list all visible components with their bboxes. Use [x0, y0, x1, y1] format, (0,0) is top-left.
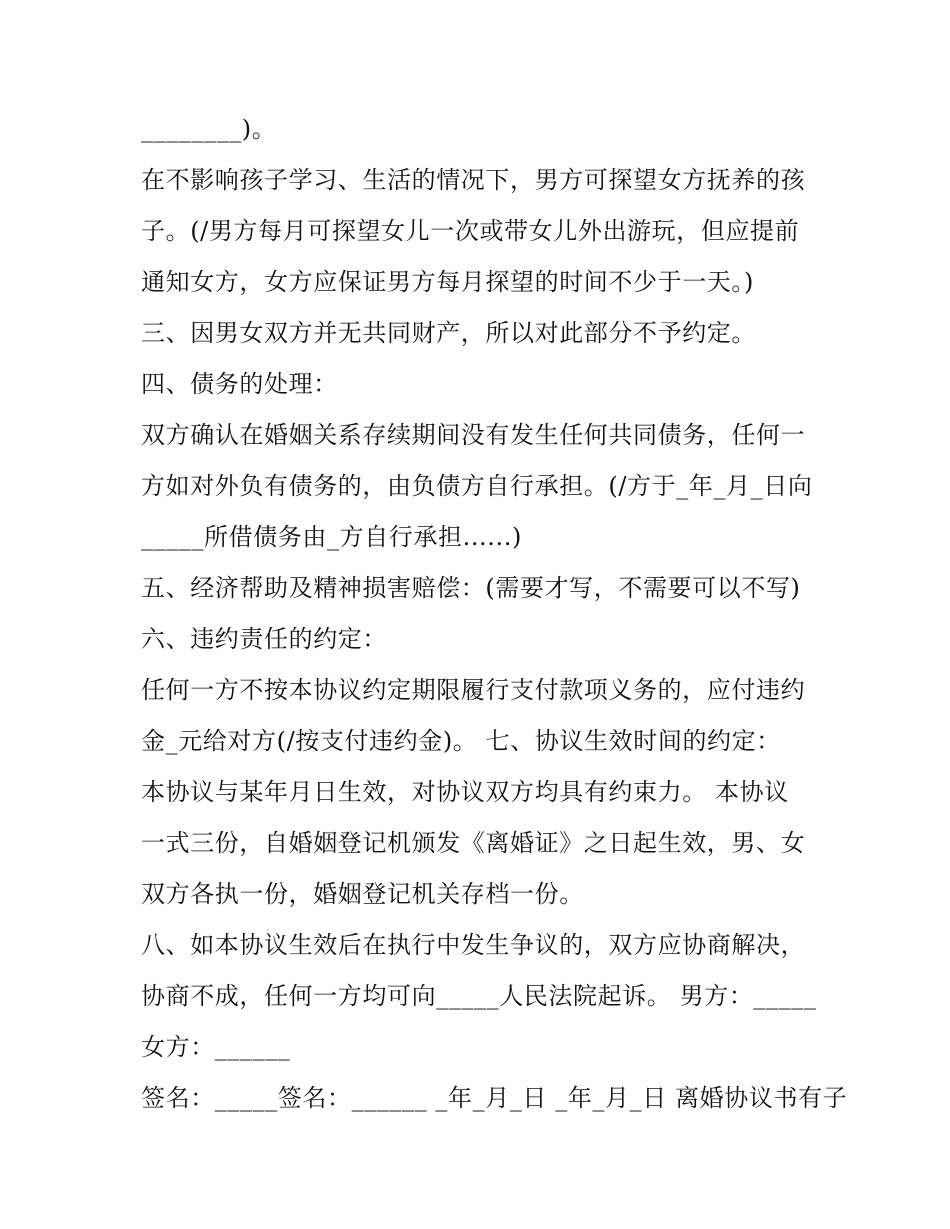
signature-line: 签名：_____签名：______ _年_月_日 _年_月_日 离婚协议书有子: [141, 1084, 848, 1112]
text-line: _____所借债务由_方自行承担......): [141, 523, 522, 551]
text-line: 双方各执一份，婚姻登记机关存档一份。: [141, 880, 584, 908]
text-line: 方如对外负有债务的，由负债方自行承担。(/方于_年_月_日向: [141, 472, 813, 500]
section-heading: 三、因男女双方并无共同财产，所以对此部分不予约定。: [141, 319, 756, 347]
section-heading: 五、经济帮助及精神损害赔偿：(需要才写，不需要可以不写): [141, 574, 801, 602]
text-line: 子。(/男方每月可探望女儿一次或带女儿外出游玩，但应提前: [141, 217, 800, 245]
section-heading: 八、如本协议生效后在执行中发生争议的，双方应协商解决，: [141, 931, 806, 959]
text-line: 任何一方不按本协议约定期限履行支付款项义务的，应付违约: [141, 676, 806, 704]
text-line: ________)。: [141, 115, 277, 143]
text-line: 金_元给对方(/按支付违约金)。 七、协议生效时间的约定：: [141, 727, 781, 755]
section-heading: 六、违约责任的约定：: [141, 625, 387, 653]
text-line: 双方确认在婚姻关系存续期间没有发生任何共同债务，任何一: [141, 421, 806, 449]
text-line: 一式三份，自婚姻登记机颁发《离婚证》之日起生效，男、女: [141, 829, 806, 857]
section-heading: 四、债务的处理：: [141, 370, 338, 398]
text-line: 在不影响孩子学习、生活的情况下，男方可探望女方抚养的孩: [141, 166, 806, 194]
text-line: 协商不成，任何一方均可向_____人民法院起诉。 男方：_____: [141, 982, 817, 1010]
text-line: 本协议与某年月日生效，对协议双方均具有约束力。 本协议: [141, 778, 789, 806]
signature-field: 女方：______: [141, 1033, 291, 1061]
text-line: 通知女方，女方应保证男方每月探望的时间不少于一天。): [141, 268, 754, 296]
